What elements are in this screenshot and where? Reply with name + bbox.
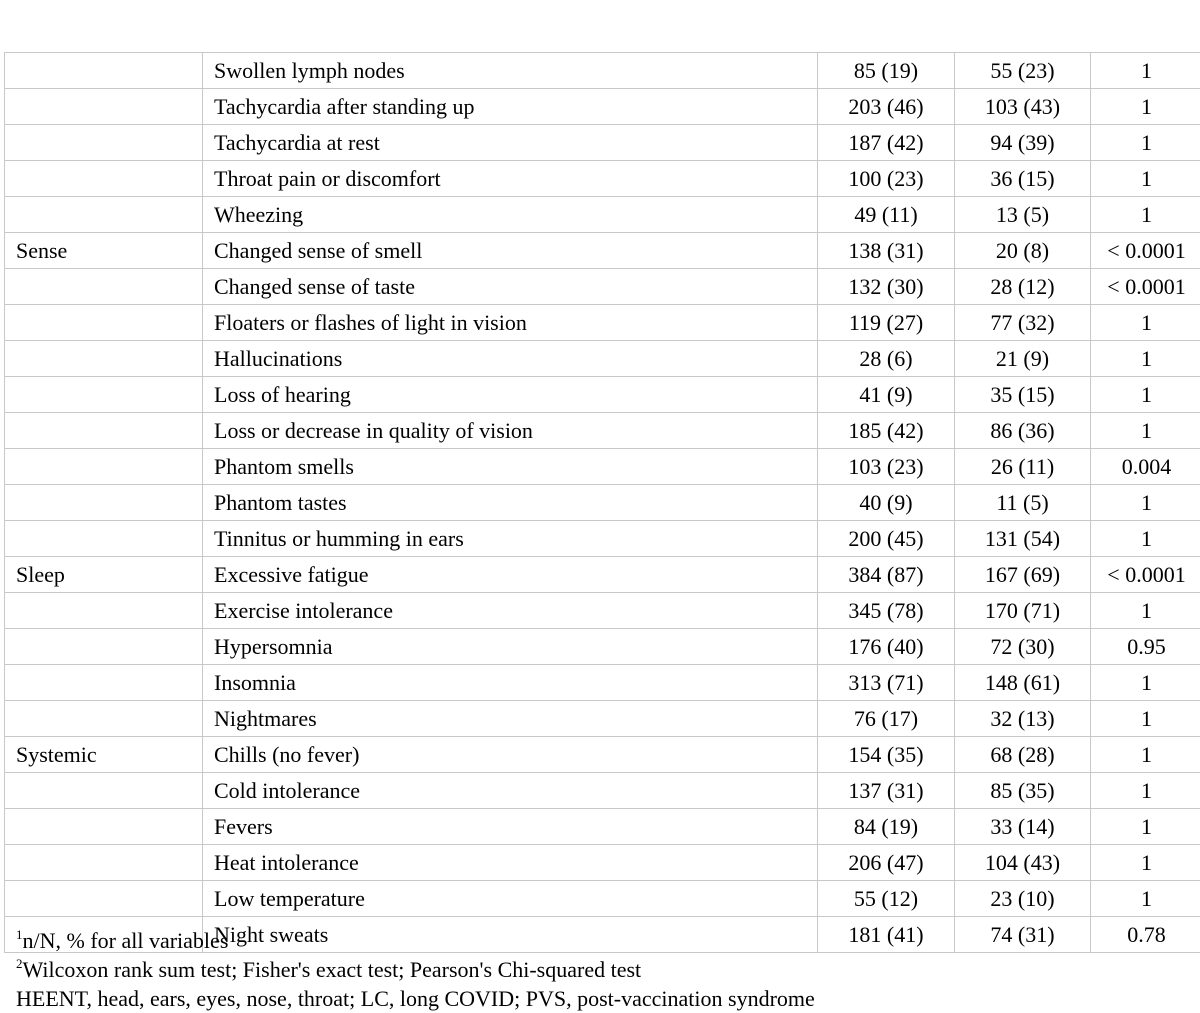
category-cell: [5, 845, 203, 881]
lc-count-cell: 206 (47): [818, 845, 955, 881]
table-row: [5, 89, 1200, 125]
table-footnotes: [16, 926, 815, 1013]
pvs-count-cell: 68 (28): [955, 737, 1091, 773]
p-value-cell: 1: [1091, 485, 1200, 521]
lc-count-cell: 345 (78): [818, 593, 955, 629]
pvs-count-cell: 167 (69): [955, 557, 1091, 593]
footnote-2: [16, 955, 815, 984]
symptom-cell: Floaters or flashes of light in vision: [203, 305, 818, 341]
pvs-count-cell: 28 (12): [955, 269, 1091, 305]
lc-count-cell: 40 (9): [818, 485, 955, 521]
category-cell: [5, 125, 203, 161]
p-value-cell: 1: [1091, 305, 1200, 341]
lc-count-cell: 55 (12): [818, 881, 955, 917]
p-value-cell: 1: [1091, 377, 1200, 413]
category-cell: [5, 485, 203, 521]
symptom-cell: Changed sense of smell: [203, 233, 818, 269]
table-row: [5, 521, 1200, 557]
table-row: [5, 233, 1200, 269]
table-row: [5, 809, 1200, 845]
footnote-1-marker: 1: [16, 927, 23, 942]
symptom-cell: Insomnia: [203, 665, 818, 701]
footnote-1: [16, 926, 815, 955]
p-value-cell: 1: [1091, 413, 1200, 449]
pvs-count-cell: 85 (35): [955, 773, 1091, 809]
footnote-2-marker: 2: [16, 956, 23, 971]
category-cell: Sleep: [5, 557, 203, 593]
lc-count-cell: 154 (35): [818, 737, 955, 773]
symptom-cell: Loss or decrease in quality of vision: [203, 413, 818, 449]
table-row: [5, 377, 1200, 413]
symptom-cell: Loss of hearing: [203, 377, 818, 413]
category-cell: [5, 377, 203, 413]
category-cell: Systemic: [5, 737, 203, 773]
symptom-cell: Night sweats: [203, 917, 818, 953]
category-cell: [5, 701, 203, 737]
symptom-cell: Tinnitus or humming in ears: [203, 521, 818, 557]
pvs-count-cell: 55 (23): [955, 53, 1091, 89]
pvs-count-cell: 26 (11): [955, 449, 1091, 485]
p-value-cell: 1: [1091, 89, 1200, 125]
category-cell: [5, 53, 203, 89]
p-value-cell: 1: [1091, 773, 1200, 809]
lc-count-cell: 138 (31): [818, 233, 955, 269]
lc-count-cell: 28 (6): [818, 341, 955, 377]
symptom-table: [4, 52, 1200, 953]
symptom-cell: Hallucinations: [203, 341, 818, 377]
pvs-count-cell: 131 (54): [955, 521, 1091, 557]
category-cell: Sense: [5, 233, 203, 269]
abbreviations-note: HEENT, head, ears, eyes, nose, throat; LC, long COVID; PVS, post-vaccination syndrome: [16, 986, 815, 1011]
symptom-table-body: [5, 53, 1200, 953]
footnote-2-text: Wilcoxon rank sum test; Fisher's exact test; Pearson's Chi-squared test: [22, 957, 642, 982]
table-row: [5, 449, 1200, 485]
category-cell: [5, 197, 203, 233]
p-value-cell: 1: [1091, 53, 1200, 89]
symptom-cell: Chills (no fever): [203, 737, 818, 773]
table-row: [5, 557, 1200, 593]
symptom-cell: Changed sense of taste: [203, 269, 818, 305]
category-cell: [5, 341, 203, 377]
pvs-count-cell: 36 (15): [955, 161, 1091, 197]
lc-count-cell: 137 (31): [818, 773, 955, 809]
p-value-cell: < 0.0001: [1091, 557, 1200, 593]
pvs-count-cell: 74 (31): [955, 917, 1091, 953]
category-cell: [5, 629, 203, 665]
category-cell: [5, 665, 203, 701]
table-row: [5, 737, 1200, 773]
lc-count-cell: 187 (42): [818, 125, 955, 161]
p-value-cell: 1: [1091, 593, 1200, 629]
pvs-count-cell: 21 (9): [955, 341, 1091, 377]
pvs-count-cell: 20 (8): [955, 233, 1091, 269]
symptom-cell: Hypersomnia: [203, 629, 818, 665]
table-row: [5, 413, 1200, 449]
pvs-count-cell: 72 (30): [955, 629, 1091, 665]
lc-count-cell: 84 (19): [818, 809, 955, 845]
symptom-cell: Tachycardia at rest: [203, 125, 818, 161]
symptom-cell: Wheezing: [203, 197, 818, 233]
p-value-cell: 1: [1091, 521, 1200, 557]
lc-count-cell: 119 (27): [818, 305, 955, 341]
pvs-count-cell: 13 (5): [955, 197, 1091, 233]
pvs-count-cell: 94 (39): [955, 125, 1091, 161]
category-cell: [5, 161, 203, 197]
lc-count-cell: 100 (23): [818, 161, 955, 197]
p-value-cell: 1: [1091, 161, 1200, 197]
table-row: [5, 125, 1200, 161]
symptom-cell: Tachycardia after standing up: [203, 89, 818, 125]
symptom-cell: Low temperature: [203, 881, 818, 917]
pvs-count-cell: 77 (32): [955, 305, 1091, 341]
pvs-count-cell: 104 (43): [955, 845, 1091, 881]
symptom-cell: Nightmares: [203, 701, 818, 737]
p-value-cell: 1: [1091, 665, 1200, 701]
category-cell: [5, 773, 203, 809]
p-value-cell: 1: [1091, 845, 1200, 881]
symptom-cell: Excessive fatigue: [203, 557, 818, 593]
category-cell: [5, 881, 203, 917]
category-cell: [5, 89, 203, 125]
symptom-cell: Cold intolerance: [203, 773, 818, 809]
category-cell: [5, 809, 203, 845]
lc-count-cell: 200 (45): [818, 521, 955, 557]
lc-count-cell: 132 (30): [818, 269, 955, 305]
pvs-count-cell: 86 (36): [955, 413, 1091, 449]
symptom-cell: Exercise intolerance: [203, 593, 818, 629]
lc-count-cell: 181 (41): [818, 917, 955, 953]
table-row: [5, 485, 1200, 521]
pvs-count-cell: 32 (13): [955, 701, 1091, 737]
pvs-count-cell: 148 (61): [955, 665, 1091, 701]
pvs-count-cell: 11 (5): [955, 485, 1091, 521]
table-row: [5, 53, 1200, 89]
lc-count-cell: 384 (87): [818, 557, 955, 593]
category-cell: [5, 593, 203, 629]
table-row: [5, 701, 1200, 737]
table-row: [5, 881, 1200, 917]
p-value-cell: 1: [1091, 701, 1200, 737]
symptom-cell: Phantom tastes: [203, 485, 818, 521]
p-value-cell: 0.78: [1091, 917, 1200, 953]
pvs-count-cell: 170 (71): [955, 593, 1091, 629]
p-value-cell: 0.95: [1091, 629, 1200, 665]
pvs-count-cell: 35 (15): [955, 377, 1091, 413]
category-cell: [5, 305, 203, 341]
p-value-cell: 1: [1091, 125, 1200, 161]
lc-count-cell: 49 (11): [818, 197, 955, 233]
table-row: [5, 161, 1200, 197]
pvs-count-cell: 23 (10): [955, 881, 1091, 917]
p-value-cell: < 0.0001: [1091, 269, 1200, 305]
p-value-cell: 1: [1091, 197, 1200, 233]
symptom-table-container: [4, 52, 1186, 953]
lc-count-cell: 176 (40): [818, 629, 955, 665]
pvs-count-cell: 33 (14): [955, 809, 1091, 845]
table-row: [5, 269, 1200, 305]
lc-count-cell: 203 (46): [818, 89, 955, 125]
symptom-cell: Swollen lymph nodes: [203, 53, 818, 89]
p-value-cell: < 0.0001: [1091, 233, 1200, 269]
table-row: [5, 773, 1200, 809]
p-value-cell: 1: [1091, 881, 1200, 917]
table-row: [5, 197, 1200, 233]
p-value-cell: 1: [1091, 809, 1200, 845]
table-row: [5, 341, 1200, 377]
lc-count-cell: 313 (71): [818, 665, 955, 701]
table-row: [5, 845, 1200, 881]
symptom-cell: Phantom smells: [203, 449, 818, 485]
category-cell: [5, 413, 203, 449]
p-value-cell: 1: [1091, 737, 1200, 773]
table-row: [5, 665, 1200, 701]
category-cell: [5, 269, 203, 305]
category-cell: [5, 521, 203, 557]
p-value-cell: 1: [1091, 341, 1200, 377]
pvs-count-cell: 103 (43): [955, 89, 1091, 125]
footnote-1-text: n/N, % for all variables: [22, 928, 229, 953]
lc-count-cell: 85 (19): [818, 53, 955, 89]
category-cell: [5, 449, 203, 485]
p-value-cell: 0.004: [1091, 449, 1200, 485]
lc-count-cell: 185 (42): [818, 413, 955, 449]
symptom-cell: Heat intolerance: [203, 845, 818, 881]
lc-count-cell: 103 (23): [818, 449, 955, 485]
table-row: [5, 629, 1200, 665]
symptom-cell: Throat pain or discomfort: [203, 161, 818, 197]
table-row: [5, 305, 1200, 341]
lc-count-cell: 41 (9): [818, 377, 955, 413]
symptom-cell: Fevers: [203, 809, 818, 845]
lc-count-cell: 76 (17): [818, 701, 955, 737]
table-row: [5, 593, 1200, 629]
